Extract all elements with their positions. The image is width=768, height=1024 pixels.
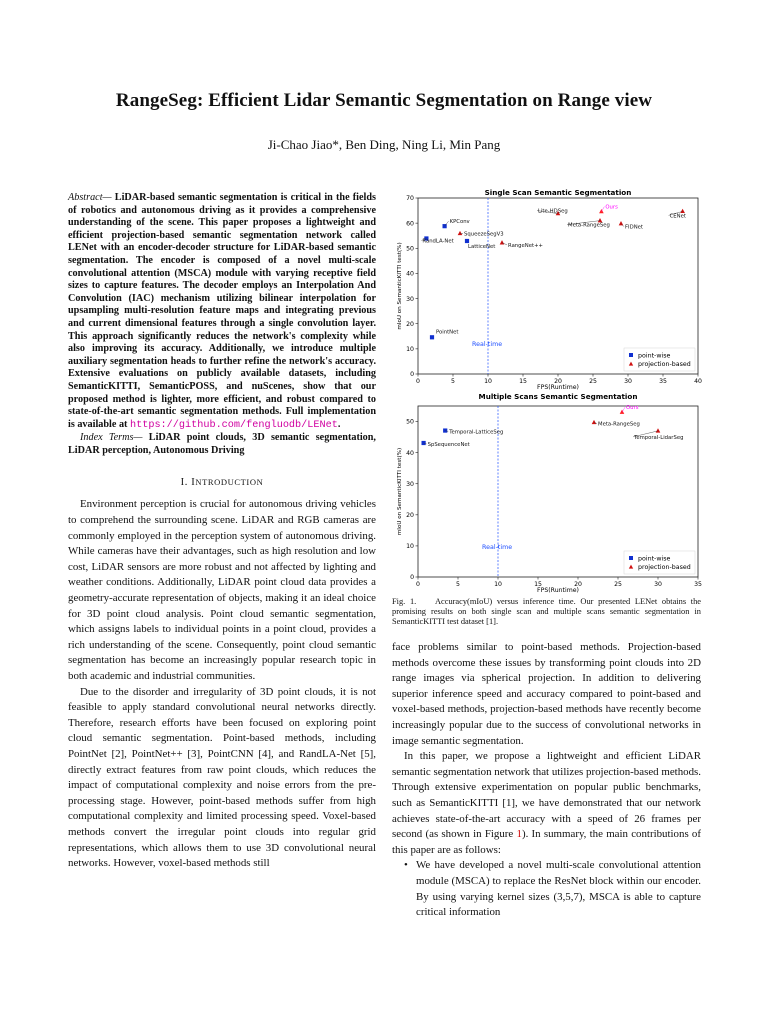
data-label-kpconv: KPConv (449, 219, 470, 226)
contribution-list (392, 858, 701, 920)
x-axis-label: FPS(Runtime) (537, 384, 579, 391)
x-tick-label: 20 (554, 378, 562, 385)
data-label-ours: Ours (626, 405, 639, 412)
legend-marker-point-wise (629, 353, 633, 357)
x-tick-label: 35 (694, 581, 702, 588)
realtime-label: Real-time (482, 544, 513, 551)
data-label-pointnet: PointNet (436, 329, 459, 336)
y-tick-label: 70 (406, 195, 414, 203)
data-label-meta-rangeseg: Meta-RangeSeg (598, 421, 640, 428)
x-tick-label: 5 (456, 581, 460, 588)
y-tick-label: 60 (406, 220, 414, 228)
paragraph (392, 749, 701, 858)
figure-label: Fig. 1. (392, 597, 417, 606)
section-title-rest: NTRODUCTION (195, 477, 264, 488)
figure-caption (392, 597, 701, 628)
y-tick-label: 10 (406, 346, 414, 354)
abstract-lead: Abstract— (68, 192, 112, 203)
y-tick-label: 40 (406, 449, 414, 457)
x-tick-label: 40 (694, 378, 702, 385)
section-numeral: I. (180, 477, 188, 489)
data-label-meta-rangeseg: Meta-RangeSeg (568, 222, 610, 229)
y-axis-label: mIoU on SemanticKITTI test(%) (397, 447, 403, 536)
data-label-lite-hdseg: Lite-HDSeg (538, 208, 568, 215)
y-tick-label: 20 (406, 320, 414, 328)
y-tick-label: 30 (406, 295, 414, 303)
x-tick-label: 30 (654, 581, 662, 588)
y-tick-label: 10 (406, 543, 414, 551)
y-axis-label: mIoU on SemanticKITTI test(%) (397, 242, 403, 330)
legend-marker-point-wise (629, 556, 633, 560)
x-tick-label: 15 (534, 581, 542, 588)
index-terms (68, 432, 376, 457)
data-label-latticenet: LatticeNet (468, 243, 496, 250)
paragraph: Due to the disorder and irregularity of 3D point clouds, it is not feasible to apply standard convolutional neural networks directly. Therefore, research efforts have been focused on exploring point cloud semantic segmentation. Point-based methods, including PointNet [2], PointNet++ [3], PointCNN [4], and RandLA-Net [5], directly extract features from raw point clouds, which reduces the impact of computational complexity and noise errors from the pre-processing stage. However, point-based methods suffer from high computational complexity and limited processing speed. Voxel-based methods convert the irregular point clouds into regular grid representations, which allows them to use 3D convolutional neural networks. However, voxel-based methods still (68, 685, 376, 870)
abstract-text: LiDAR-based semantic segmentation is critical in the fields of robotics and autonomous driving as it provides a comprehensive understanding of the scene. This paper proposes a lightweight and efficient projection-based semantic segmentation network called LENet with an encoder-decoder structure for LiDAR-based semantic segmentation. The encoder is composed of a novel multi-scale convolutional attention (MSCA) module with varying receptive field sizes to capture features. The decoder employs an Interpolation And Convolution (IAC) mechanism utilizing bilinear interpolation for upsampling multi-resolution feature maps and integrating previous and current dimensional features through a single convolution layer. This approach significantly reduces the network's complexity while also improving its accuracy. Additionally, we introduce multiple auxiliary segmentation heads to further refine the network's accuracy. Extensive evaluations on publicly available datasets, including SemanticKITTI, SemanticPOSS, and nuScenes, show that our proposed method is lighter, more efficient, and robust compared to state-of-the-art semantic segmentation methods. Full implementation is available at (68, 192, 376, 430)
x-tick-label: 30 (624, 378, 632, 385)
data-label-ours: Ours (605, 204, 618, 211)
figure-caption-text: Accuracy(mIoU) versus inference time. Our presented LENet obtains the promising results on both single scan and multiple scans semantic segmentation in SemanticKITTI test dataset [1]. (392, 597, 701, 627)
legend-entry-projection-based: projection-based (638, 564, 691, 571)
index-terms-lead: Index Terms— (80, 432, 143, 444)
data-label-randla-net: RandLA-Net (422, 238, 454, 245)
figure-charts (392, 186, 704, 594)
legend-entry-point-wise: point-wise (638, 352, 671, 360)
abstract (68, 192, 376, 432)
realtime-label: Real-time (472, 341, 503, 348)
abstract-end: . (337, 418, 341, 430)
paragraph: face problems similar to point-based methods. Projection-based methods overcome these issues by transforming point clouds into 2D range images via spherical projection. In addition to delivering superior inference speed and accuracy compared to point-based and voxel-based methods, projection-based methods have recently become increasingly popular due to the success of convolutional networks in image semantic segmentation. (392, 641, 701, 747)
x-tick-label: 25 (614, 581, 622, 588)
data-label-squeezesegv3: SqueezeSegV3 (464, 231, 504, 238)
x-tick-label: 0 (416, 581, 420, 588)
paper-title: RangeSeg: Efficient Lidar Semantic Segmentation on Range view (115, 90, 653, 111)
legend-entry-projection-based: projection-based (638, 361, 691, 368)
right-column (392, 640, 701, 921)
paragraph: Environment perception is crucial for autonomous driving vehicles to comprehend the surrounding scene. LiDAR and RGB cameras are commonly employed in the perception system of autonomous driving. While cameras have their advantages, such as high resolution and low cost, LiDAR sensors are more robust and not affected by lighting and weather conditions. Additionally, LiDAR point cloud data provides a geometry-accurate representation of objects, making it an ideal choice for 3D point cloud analysis. Point cloud semantic segmentation, which assigns labels to individual points in a point cloud, provides a rich understanding of the scene. Consequently, point cloud semantic segmentation has become an increasingly popular research topic in both academic and industrial communities. (68, 498, 376, 682)
data-label-temporal-latticeseg: Temporal-LatticeSeg (449, 429, 504, 436)
section-heading-introduction (68, 477, 376, 488)
section-first-letter: I (191, 477, 196, 489)
x-tick-label: 5 (451, 378, 455, 385)
data-point-pointnet (430, 335, 434, 339)
chart-title: Single Scan Semantic Segmentation (484, 188, 632, 197)
chart-single-scan (397, 188, 702, 391)
x-tick-label: 35 (659, 378, 667, 385)
paragraph-text: In this paper, we propose a lightweight and efficient LiDAR semantic segmentation network that utilizes projection-based methods. Through extensive experimentation on popular public benchmarks, such as SemanticKITTI [1], we have demonstrated that our network achieves state-of-the-art accuracy with a speed of 26 frames per second (as shown in Figure (392, 750, 701, 841)
index-terms-text: LiDAR point clouds, 3D semantic segmentation, LiDAR perception, Autonomous Driving (68, 432, 376, 456)
y-tick-label: 50 (406, 245, 414, 253)
data-label-rangenet: RangeNet++ (508, 242, 543, 249)
legend-entry-point-wise: point-wise (638, 555, 671, 563)
x-tick-label: 15 (519, 378, 527, 385)
chart-multiple-scans (397, 392, 702, 594)
y-tick-label: 30 (406, 480, 414, 488)
y-tick-label: 0 (410, 574, 414, 582)
data-label-fidnet: FIDNet (625, 224, 643, 231)
x-tick-label: 0 (416, 378, 420, 385)
y-tick-label: 50 (406, 418, 414, 426)
code-link[interactable]: https://github.com/fengluodb/LENet (129, 419, 338, 431)
list-item: • We have developed a novel multi-scale convolutional attention module (MSCA) to replace the ResNet block within our encoder. By using varying kernel sizes (3,5,7), MSCA is able to capture critical information (416, 858, 701, 920)
data-label-cenet: CENet (669, 213, 686, 220)
chart-title: Multiple Scans Semantic Segmentation (478, 392, 638, 401)
paper-authors: Ji-Chao Jiao*, Ben Ding, Ning Li, Min Pang (267, 137, 501, 152)
x-axis-label: FPS(Runtime) (537, 587, 579, 594)
left-column (68, 192, 376, 872)
data-label-temporai-lidarseg: TemporaI-LidarSeg (634, 434, 684, 441)
x-tick-label: 20 (574, 581, 582, 588)
x-tick-label: 10 (484, 378, 492, 385)
data-point-latticenet (465, 239, 469, 243)
data-label-spsequencenet: SpSequenceNet (427, 441, 470, 448)
x-tick-label: 10 (494, 581, 502, 588)
x-tick-label: 25 (589, 378, 597, 385)
figure-reference-link[interactable]: 1 (516, 828, 522, 841)
y-tick-label: 0 (410, 371, 414, 379)
y-tick-label: 40 (406, 270, 414, 278)
paragraph-text: ). In summary, the main contributions of this paper are as follows: (392, 828, 701, 856)
y-tick-label: 20 (406, 512, 414, 520)
